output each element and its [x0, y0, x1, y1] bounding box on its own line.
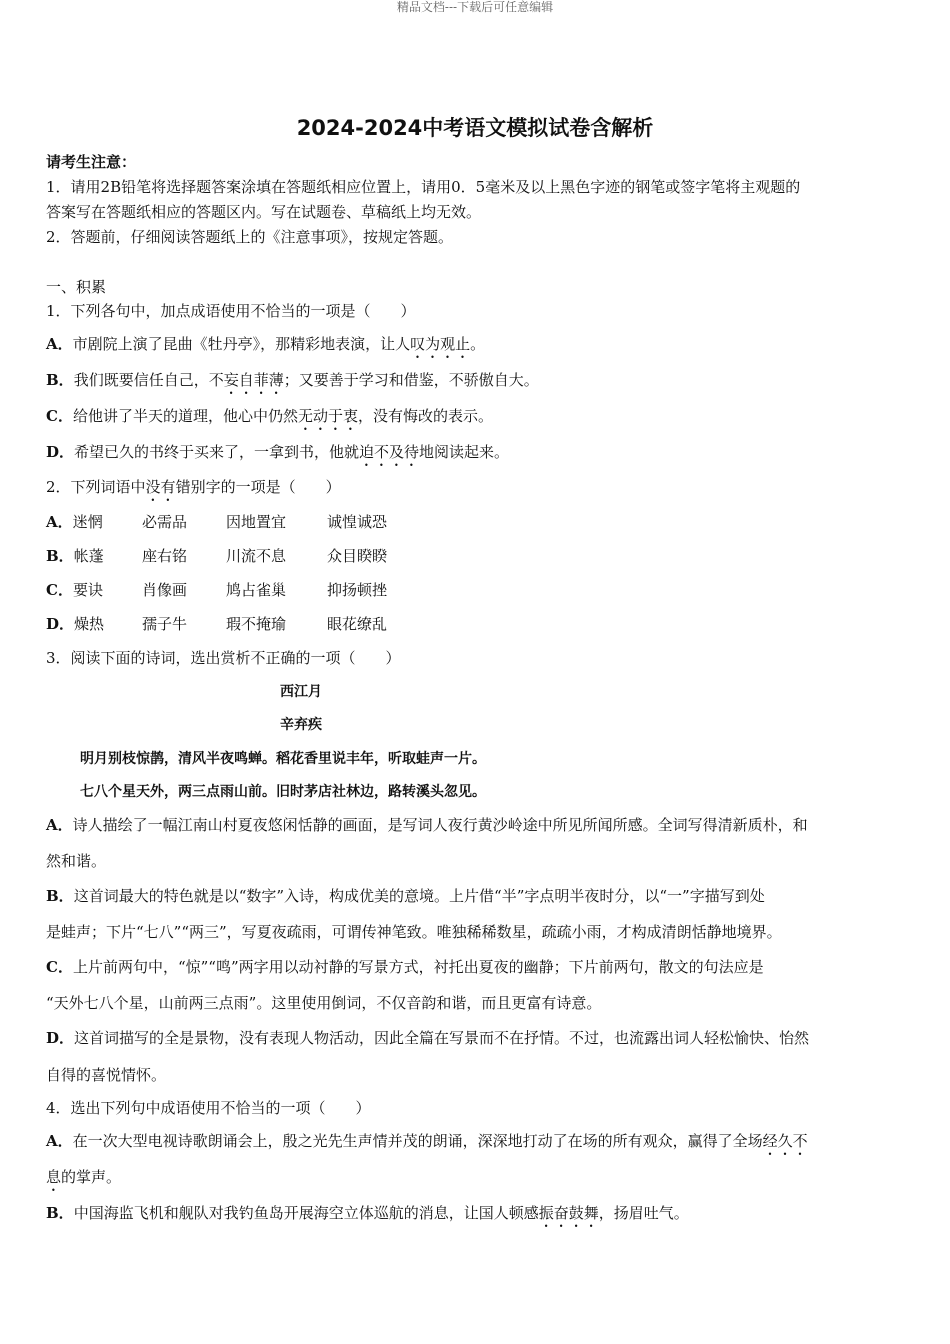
option-text: 的掌声。	[61, 1168, 122, 1186]
notice-heading: 请考生注意：	[46, 153, 137, 171]
dotted-idiom: 振奋鼓舞	[538, 1204, 599, 1222]
question-3-stem: 3．阅读下面的诗词，选出赏析不正确的一项（ ）	[46, 649, 401, 667]
q3-option-a	[46, 815, 904, 835]
q3-option-b-cont: 是蛙声；下片“七八”“两三”，写夏夜疏雨，可谓传神笔致。唯独稀稀数星，疏疏小雨，才构成清朗恬静地境界。	[46, 923, 782, 941]
option-label: A．	[46, 816, 73, 834]
notice-item: 1．请用2B铅笔将选择题答案涂填在答题纸相应位置上，请用0．5毫米及以上黑色字迹的钢笔或签字笔将主观题的	[46, 178, 801, 196]
word: 瑕不掩瑜	[226, 615, 287, 633]
option-label: B．	[46, 1204, 74, 1222]
word: 肖像画	[142, 581, 188, 599]
dotted-idiom: 无动于衷	[297, 407, 358, 425]
option-label: A．	[46, 513, 73, 531]
option-label: C．	[46, 958, 73, 976]
dotted-idiom: 叹为观止	[410, 335, 471, 353]
dotted-word: 没有	[145, 478, 176, 496]
word: 燥热	[74, 615, 105, 633]
dotted-idiom: 妄自菲薄	[223, 371, 284, 389]
question-4-stem: 4．选出下列句中成语使用不恰当的一项（ ）	[46, 1099, 371, 1117]
page-title: 2024-2024中考语文模拟试卷含解析	[296, 116, 654, 140]
poem-line: 明月别枝惊鹊，清风半夜鸣蝉。稻花香里说丰年，听取蛙声一片。	[80, 751, 486, 767]
q3-option-d-cont: 自得的喜悦情怀。	[46, 1066, 167, 1084]
q3-option-a-cont: 然和谐。	[46, 852, 107, 870]
poem-title: 西江月	[280, 684, 322, 700]
word: 迷惘	[72, 513, 103, 531]
word: 鸠占雀巢	[226, 581, 287, 599]
word: 众目睽睽	[327, 547, 388, 565]
q3-option-d	[46, 1028, 904, 1048]
option-text: 希望已久的书终于买来了，一拿到书，他就	[74, 443, 360, 461]
option-first-word	[46, 512, 142, 532]
option-text: 这首词描写的全是景物，没有表现人物活动，因此全篇在写景而不在抒情。不过，也流露出词人轻松愉快、怡然	[74, 1029, 810, 1047]
option-text: 市剧院上演了昆曲《牡丹亭》，那精彩地表演，让人	[72, 335, 411, 353]
option-text: ；又要善于学习和借鉴，不骄傲自大。	[283, 371, 539, 389]
word: 因地置宜	[226, 513, 287, 531]
question-1-stem: 1．下列各句中，加点成语使用不恰当的一项是（ ）	[46, 302, 416, 320]
q2-option-c	[46, 580, 387, 600]
q4-option-b	[46, 1203, 904, 1231]
option-first-word	[46, 614, 142, 634]
stem-text: 错别字	[175, 478, 221, 496]
option-label: D．	[46, 1029, 75, 1047]
page-header-watermark: 精品文档---下载后可任意编辑	[396, 0, 554, 14]
q1-option-c	[46, 406, 904, 434]
option-text: 在一次大型电视诗歌朗诵会上，殷之光先生声情并茂的朗诵，深深地打动了在场的所有观众，赢得了全场	[72, 1132, 763, 1150]
stem-text: 2．下列词语中	[46, 478, 146, 496]
option-label: D．	[46, 615, 75, 633]
word: 抑扬顿挫	[327, 581, 388, 599]
option-label: D．	[46, 443, 75, 461]
poem-line: 七八个星天外，两三点雨山前。旧时茅店社林边，路转溪头忽见。	[80, 784, 486, 800]
q4-option-a	[46, 1131, 904, 1159]
question-2-stem	[46, 477, 904, 505]
word: 座右铭	[142, 547, 188, 565]
option-text: 地阅读起来。	[419, 443, 510, 461]
stem-text: 的一项是（ ）	[220, 478, 341, 496]
q3-option-c	[46, 957, 904, 977]
option-label: C．	[46, 407, 73, 425]
dotted-idiom: 迫不及待	[359, 443, 420, 461]
word: 川流不息	[226, 547, 287, 565]
word: 必需品	[142, 513, 188, 531]
word: 帐蓬	[73, 547, 104, 565]
option-label: A．	[46, 1132, 73, 1150]
q4-option-a-cont	[46, 1167, 904, 1195]
section-heading: 一、积累	[46, 278, 107, 296]
option-text: ，扬眉吐气。	[598, 1204, 689, 1222]
option-label: B．	[46, 371, 74, 389]
notice-item: 2．答题前，仔细阅读答题纸上的《注意事项》，按规定答题。	[46, 228, 454, 246]
q3-option-c-cont: “天外七八个星，山前两三点雨”。这里使用倒词，不仅音韵和谐，而且更富有诗意。	[46, 994, 602, 1012]
dotted-idiom: 息	[46, 1168, 62, 1186]
option-text: 这首词最大的特色就是以“数字”入诗，构成优美的意境。上片借“半”字点明半夜时分，以“一”字描写到处	[73, 887, 765, 905]
q1-option-b	[46, 370, 904, 398]
option-label: A．	[46, 335, 73, 353]
option-text: 诗人描绘了一幅江南山村夏夜悠闲恬静的画面，是写词人夜行黄沙岭途中所见所闻所感。全词写得清新质朴，和	[72, 816, 808, 834]
word: 眼花缭乱	[327, 615, 388, 633]
q2-option-b	[46, 546, 387, 566]
poem-author: 辛弃疾	[280, 717, 322, 733]
option-text: 给他讲了半天的道理，他心中仍然	[72, 407, 298, 425]
option-text: ，没有悔改的表示。	[357, 407, 493, 425]
q2-option-d	[46, 614, 387, 634]
option-text: 我们既要信任自己，不	[73, 371, 224, 389]
q2-option-a	[46, 512, 387, 532]
option-text: 上片前两句中，“惊”“鸣”两字用以动衬静的写景方式，衬托出夏夜的幽静；下片前两句，散文的句法应是	[72, 958, 764, 976]
word: 孺子牛	[142, 615, 188, 633]
q3-option-b	[46, 886, 904, 906]
option-text: 中国海监飞机和舰队对我钓鱼岛开展海空立体巡航的消息，让国人顿感	[73, 1204, 539, 1222]
word: 要诀	[72, 581, 103, 599]
option-label: B．	[46, 887, 74, 905]
dotted-idiom: 经久不	[762, 1132, 808, 1150]
option-label: B．	[46, 547, 74, 565]
word: 诚惶诚恐	[327, 513, 388, 531]
option-first-word	[46, 546, 142, 566]
option-label: C．	[46, 581, 73, 599]
option-text: 。	[470, 335, 486, 353]
option-first-word	[46, 580, 142, 600]
notice-item: 答案写在答题纸相应的答题区内。写在试题卷、草稿纸上均无效。	[46, 203, 482, 221]
q1-option-a	[46, 334, 904, 362]
q1-option-d	[46, 442, 904, 470]
